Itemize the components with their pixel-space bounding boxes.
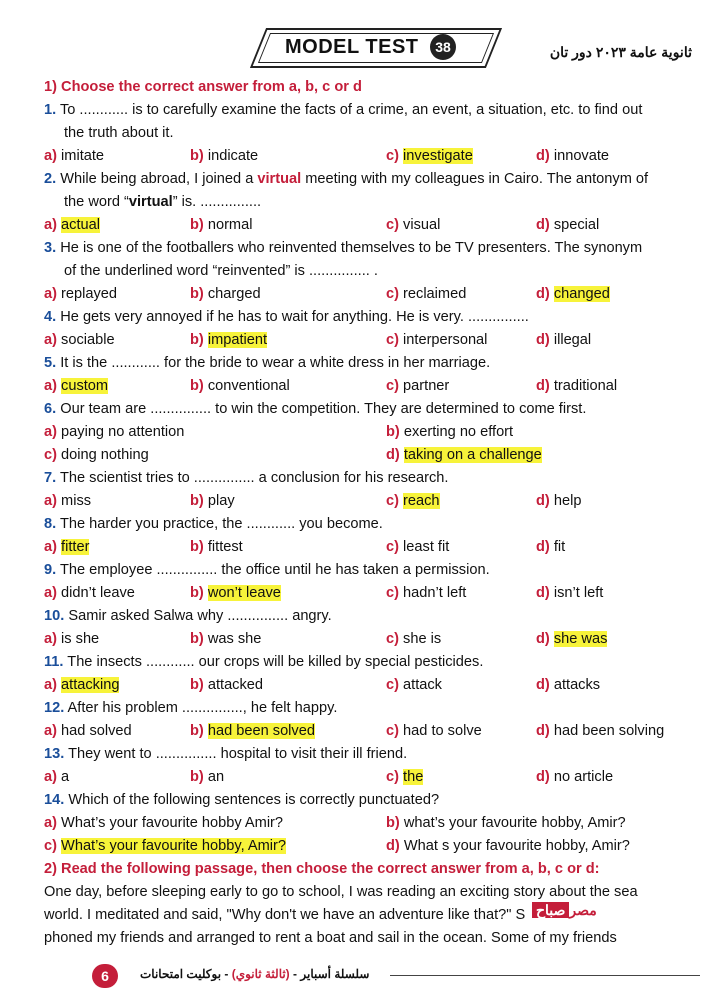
option-d[interactable]: d) she was: [536, 631, 608, 647]
question-13-options: [44, 766, 706, 789]
option-a[interactable]: a) fitter: [44, 539, 90, 555]
option-d[interactable]: d) traditional: [536, 378, 618, 394]
option-d[interactable]: d) innovate: [536, 148, 610, 164]
option-b[interactable]: b) had been solved: [190, 723, 315, 739]
header: [0, 26, 720, 70]
option-a[interactable]: a) didn’t leave: [44, 585, 135, 601]
option-c[interactable]: c) least fit: [386, 539, 450, 555]
option-b[interactable]: b) indicate: [190, 148, 259, 164]
option-d[interactable]: d) had been solving: [536, 723, 665, 739]
option-a[interactable]: a) sociable: [44, 332, 115, 348]
option-d[interactable]: d) no article: [536, 769, 614, 785]
question-9: 9. The employee ............... the office until he has taken a permission.: [44, 562, 490, 578]
question-2: 2. While being abroad, I joined a virtual meeting with my colleagues in Cairo. The antonym of: [44, 171, 649, 187]
question-1: 1. To ............ is to carefully examine the facts of a crime, an event, a situation, etc. to find out: [44, 102, 643, 118]
option-a[interactable]: a) miss: [44, 493, 92, 509]
test-number-badge: 38: [430, 34, 456, 60]
option-b[interactable]: b) exerting no effort: [386, 424, 514, 440]
option-a[interactable]: a) had solved: [44, 723, 132, 739]
option-b[interactable]: b) won’t leave: [190, 585, 281, 601]
option-d[interactable]: d) illegal: [536, 332, 592, 348]
option-b[interactable]: b) attacked: [190, 677, 264, 693]
option-a[interactable]: a) replayed: [44, 286, 118, 302]
question-12: 12. After his problem ..............., he felt happy.: [44, 700, 338, 716]
question-14: 14. Which of the following sentences is correctly punctuated?: [44, 792, 440, 808]
question-3-cont: of the underlined word “reinvented” is ............... .: [64, 263, 378, 279]
question-6: 6. Our team are ............... to win the competition. They are determined to come first.: [44, 401, 587, 417]
option-c[interactable]: c) reclaimed: [386, 286, 467, 302]
watermark-logo: مصرصباح: [528, 902, 597, 919]
option-c[interactable]: c) partner: [386, 378, 450, 394]
question-8-options: [44, 536, 706, 559]
option-d[interactable]: d) What s your favourite hobby, Amir?: [386, 838, 630, 854]
question-14-options-cd: [44, 835, 706, 858]
page-number: 6: [92, 964, 118, 988]
question-5: 5. It is the ............ for the bride to wear a white dress in her marriage.: [44, 355, 491, 371]
option-c[interactable]: c) hadn’t left: [386, 585, 467, 601]
question-1-options: [44, 145, 706, 168]
option-b[interactable]: b) play: [190, 493, 235, 509]
option-d[interactable]: d) help: [536, 493, 582, 509]
footer-series-title: سلسلة أسباير - (ثالثة ثانوي) - بوكليت امتحانات: [140, 967, 370, 981]
passage-line-2: world. I meditated and said, "Why don't we have an adventure like that?" S: [44, 907, 526, 923]
option-d[interactable]: d) taking on a challenge: [386, 447, 542, 463]
section-1-heading: 1) Choose the correct answer from a, b, c or d: [44, 79, 362, 95]
option-a[interactable]: a) actual: [44, 217, 100, 233]
option-a[interactable]: a) a: [44, 769, 70, 785]
option-b[interactable]: b) normal: [190, 217, 253, 233]
option-c[interactable]: c) visual: [386, 217, 441, 233]
option-b[interactable]: b) charged: [190, 286, 261, 302]
option-c[interactable]: c) reach: [386, 493, 440, 509]
question-8: 8. The harder you practice, the ............ you become.: [44, 516, 383, 532]
question-11-options: [44, 674, 706, 697]
passage-line-3: phoned my friends and arranged to rent a boat and sail in the ocean. Some of my friends: [44, 930, 617, 946]
option-a[interactable]: a) attacking: [44, 677, 120, 693]
question-4: 4. He gets very annoyed if he has to wait for anything. He is very. ...............: [44, 309, 529, 325]
question-5-options: [44, 375, 706, 398]
section-2-heading: 2) Read the following passage, then choose the correct answer from a, b, c or d:: [44, 861, 600, 877]
question-9-options: [44, 582, 706, 605]
option-b[interactable]: b) an: [190, 769, 225, 785]
question-6-options-ab: [44, 421, 706, 444]
option-c[interactable]: c) interpersonal: [386, 332, 488, 348]
question-1-cont: the truth about it.: [64, 125, 174, 141]
option-d[interactable]: d) isn’t left: [536, 585, 604, 601]
option-a[interactable]: a) is she: [44, 631, 100, 647]
option-a[interactable]: a) imitate: [44, 148, 105, 164]
option-a[interactable]: a) paying no attention: [44, 424, 185, 440]
question-3: 3. He is one of the footballers who reinvented themselves to be TV presenters. The synonym: [44, 240, 643, 256]
option-d[interactable]: d) special: [536, 217, 600, 233]
passage-line-1: One day, before sleeping early to go to school, I was reading an exciting story about the sea: [44, 884, 638, 900]
question-2-options: [44, 214, 706, 237]
question-6-options-cd: [44, 444, 706, 467]
option-d[interactable]: d) attacks: [536, 677, 601, 693]
question-11: 11. The insects ............ our crops will be killed by special pesticides.: [44, 654, 484, 670]
question-13: 13. They went to ............... hospital to visit their ill friend.: [44, 746, 408, 762]
option-c[interactable]: c) attack: [386, 677, 442, 693]
option-b[interactable]: b) what’s your favourite hobby, Amir?: [386, 815, 626, 831]
option-c[interactable]: c) she is: [386, 631, 442, 647]
question-10: 10. Samir asked Salwa why ............... angry.: [44, 608, 332, 624]
option-b[interactable]: b) fittest: [190, 539, 243, 555]
exam-content: [44, 76, 706, 950]
option-c[interactable]: c) What’s your favourite hobby, Amir?: [44, 838, 287, 854]
option-c[interactable]: c) doing nothing: [44, 447, 149, 463]
option-b[interactable]: b) was she: [190, 631, 262, 647]
option-d[interactable]: d) fit: [536, 539, 566, 555]
option-b[interactable]: b) impatient: [190, 332, 268, 348]
question-14-options-ab: [44, 812, 706, 835]
option-b[interactable]: b) conventional: [190, 378, 290, 394]
question-2-cont: the word “virtual” is. ...............: [64, 194, 262, 210]
option-a[interactable]: a) custom: [44, 378, 109, 394]
footer-divider: [390, 975, 700, 976]
option-c[interactable]: c) the: [386, 769, 424, 785]
question-3-options: [44, 283, 706, 306]
question-4-options: [44, 329, 706, 352]
question-10-options: [44, 628, 706, 651]
question-7: 7. The scientist tries to ............... a conclusion for his research.: [44, 470, 449, 486]
question-7-options: [44, 490, 706, 513]
question-12-options: [44, 720, 706, 743]
option-c[interactable]: c) had to solve: [386, 723, 482, 739]
option-d[interactable]: d) changed: [536, 286, 610, 302]
arabic-exam-title: ثانوية عامة ٢٠٢٣ دور تان: [549, 44, 692, 60]
option-a[interactable]: a) What’s your favourite hobby Amir?: [44, 815, 284, 831]
test-title: MODEL TEST: [285, 36, 419, 58]
option-c[interactable]: c) investigate: [386, 148, 473, 164]
